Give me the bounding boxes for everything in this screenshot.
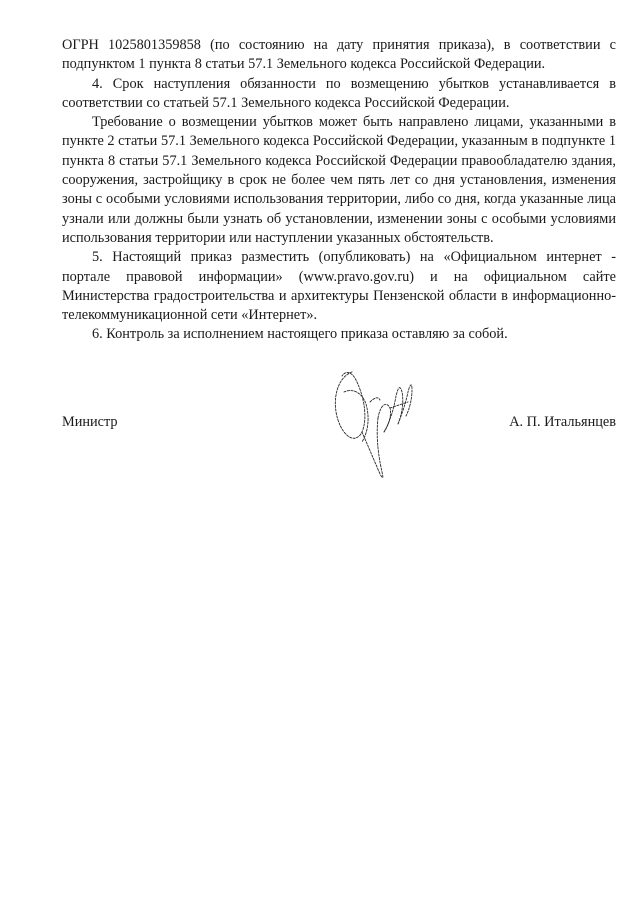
paragraph-compensation-claim: Требование о возмещении убытков может быть направлено лицами, указанными в пункте 2 статьи 57.1 Земельного кодекса Российской Федерации, указанным в подпункте 1 пункта 8 статьи 57.1 Земельного кодекса Российской Федерации правообладателю здания, сооружения, застройщику в срок не более чем пять лет со дня установления, изменения зоны с особыми условиями использования территории, либо со дня, когда указанные лица узнали или должны были узнать об установлении, изменении зоны с особыми условиями использования территории или наступлении указанных обстоятельств.	[62, 114, 616, 246]
signatory-role: Министр	[62, 414, 118, 430]
paragraph-item-4: 4. Срок наступления обязанности по возмещению убытков устанавливается в соответствии со статьей 57.1 Земельного кодекса Российской Федерации.	[62, 75, 616, 111]
paragraph-ogrn: ОГРН 1025801359858 (по состоянию на дату принятия приказа), в соответствии с подпунктом 1 пункта 8 статьи 57.1 Земельного кодекса Российской Федерации.	[62, 37, 616, 73]
document-body	[62, 36, 616, 345]
handwritten-signature	[322, 362, 432, 482]
signatory-name: А. П. Итальянцев	[509, 414, 616, 430]
paragraph-item-5: 5. Настоящий приказ разместить (опубликовать) на «Официальном интернет - портале правовой информации» (www.pravo.gov.ru) и на официальном сайте Министерства градостроительства и архитектуры Пензенской области в информационно-телекоммуникационной сети «Интернет».	[62, 249, 616, 324]
paragraph-item-6: 6. Контроль за исполнением настоящего приказа оставляю за собой.	[92, 326, 508, 343]
